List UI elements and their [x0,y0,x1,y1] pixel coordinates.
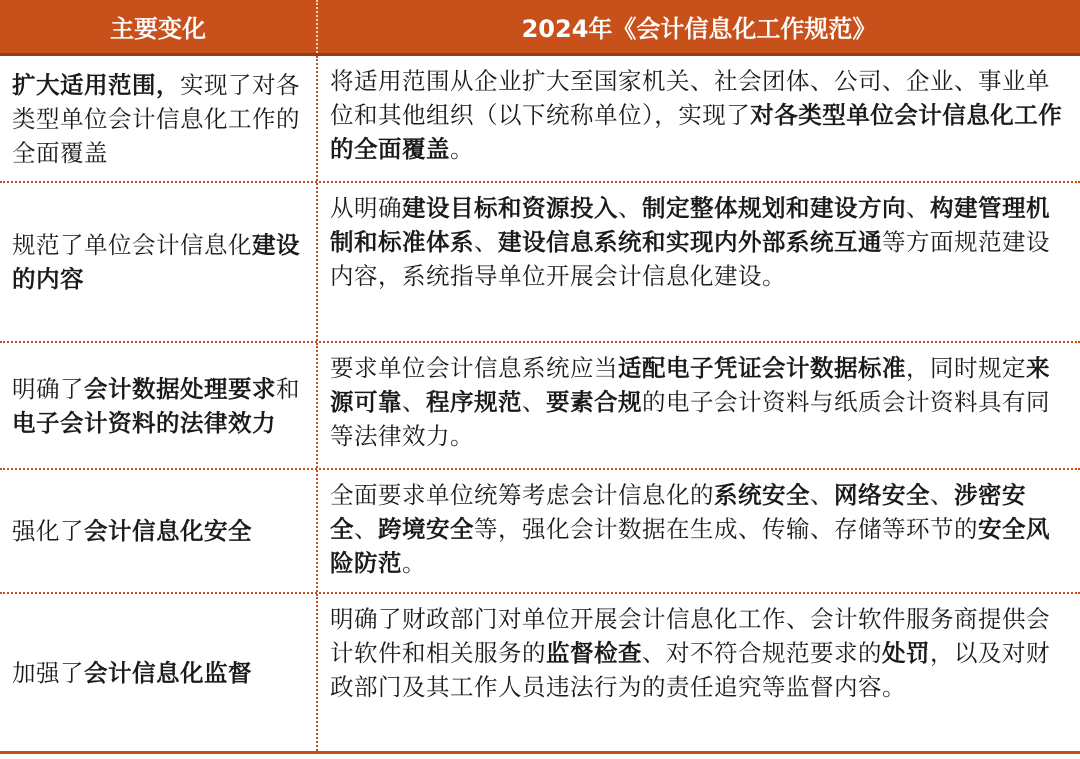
bold-text-run: 构建管理机制和标准体系 [330,194,1050,256]
text-run: 明确了财政部门对单位开展会计信息化工作、会计软件服务商提供会计软件和相关服务的 [330,605,1050,667]
bold-text-run: 建设的内容 [12,231,300,293]
text-run: 、 [810,481,834,509]
bold-text-run: 对各类型单位会计信息化工作的全面覆盖 [330,101,1063,163]
cell-text [12,514,252,548]
text-run: 和 [276,374,300,403]
text-run: 从明确 [330,194,402,222]
bold-text-run: 电子会计资料的法律效力 [12,408,276,437]
bold-text-run: 跨境安全 [378,515,474,543]
cell-text [330,478,1068,580]
table-row [0,470,1080,594]
bold-text-run: 会计信息化安全 [84,517,252,545]
text-run: 、 [354,515,378,543]
bold-text-run: 扩大适用范围， [12,70,180,99]
bold-text-run: 系统安全 [714,481,810,509]
text-run: ，以及对财政部门及其工作人员违法行为的责任追究等监督内容。 [330,639,1050,701]
cell-text [12,68,310,170]
text-run: 全面要求单位统筹考虑会计信息化的 [330,481,714,509]
row-detail-cell [318,343,1080,468]
text-run: 。 [450,135,474,163]
table-row [0,56,1080,183]
cell-text [330,64,1068,166]
bold-text-run: 要素合规 [546,388,642,416]
cell-text [12,228,310,296]
table-row [0,183,1080,343]
row-change-cell [0,56,318,181]
bold-text-run: 会计信息化监督 [84,658,252,687]
cell-text [12,656,252,690]
text-run: 明确了 [12,374,84,403]
table-row [0,594,1080,754]
bold-text-run: 涉密安全 [330,481,1026,543]
row-change-cell [0,594,318,751]
text-run: 的电子会计资料与纸质会计资料具有同等法律效力。 [330,388,1050,450]
bold-text-run: 建设信息系统和实现内外部系统互通 [498,228,882,256]
text-run: 、对不符合规范要求的 [642,639,882,667]
bold-text-run: 建设目标和资源投入 [402,194,618,222]
text-run: ，同时规定 [906,354,1026,382]
bold-text-run: 安全风险防范 [330,515,1050,577]
row-detail-cell [318,470,1080,592]
row-change-cell [0,183,318,341]
text-run: 等方面规范建设内容，系统指导单位开展会计信息化建设。 [330,228,1050,290]
row-change-cell [0,470,318,592]
row-detail-cell [318,183,1080,341]
row-detail-cell [318,56,1080,181]
cell-text [330,602,1068,704]
text-run: 规范了单位会计信息化 [12,231,252,259]
text-run: 、 [906,194,930,222]
text-run: 要求单位会计信息系统应当 [330,354,618,382]
text-run: 强化了 [12,517,84,545]
text-run: 实现了对各类型单位会计信息化工作的全面覆盖 [12,70,300,167]
text-run: 、 [618,194,642,222]
header-main-changes: 主要变化 [0,0,318,53]
text-run: 加强了 [12,658,84,687]
table-header [0,0,1080,56]
row-detail-cell [318,594,1080,751]
bold-text-run: 适配电子凭证会计数据标准 [618,354,906,382]
bold-text-run: 程序规范 [426,388,522,416]
text-run: 、 [930,481,954,509]
table-row [0,343,1080,470]
text-run: 。 [402,549,426,577]
bold-text-run: 处罚 [882,639,930,667]
bold-text-run: 网络安全 [834,481,930,509]
text-run: 、 [474,228,498,256]
cell-text [330,351,1068,453]
cell-text [12,372,310,440]
row-change-cell [0,343,318,468]
bold-text-run: 会计数据处理要求 [84,374,276,403]
text-run: 、 [522,388,546,416]
bold-text-run: 监督检查 [546,639,642,667]
text-run: 将适用范围从企业扩大至国家机关、社会团体、公司、企业、事业单位和其他组织（以下统称单位），实现了 [330,67,1050,129]
text-run: 、 [402,388,426,416]
header-regulation-title: 2024年《会计信息化工作规范》 [521,15,877,43]
bold-text-run: 来源可靠 [330,354,1050,416]
cell-text [330,191,1068,293]
bold-text-run: 制定整体规划和建设方向 [642,194,906,222]
text-run: 等，强化会计数据在生成、传输、存储等环节的 [474,515,978,543]
